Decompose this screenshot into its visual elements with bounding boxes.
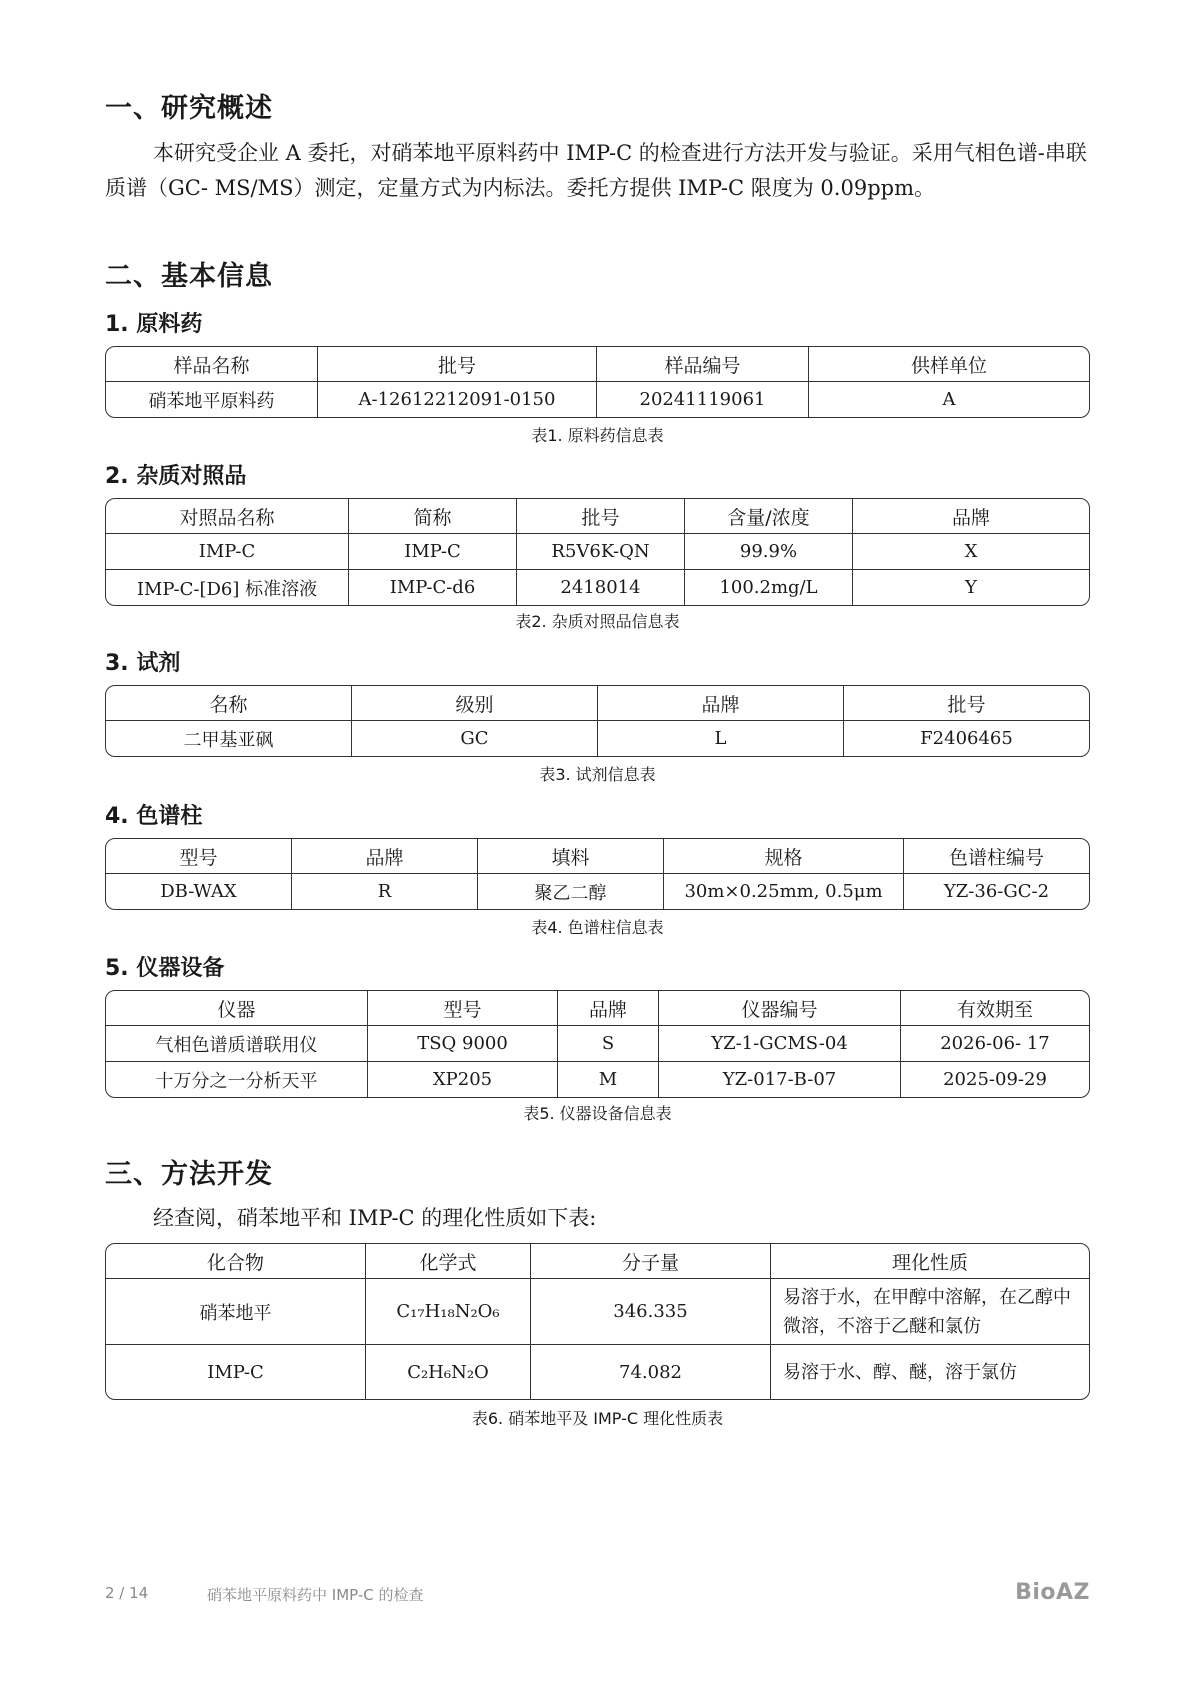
table-header-cell: 型号	[106, 839, 292, 874]
table-cell: XP205	[368, 1062, 558, 1097]
table-cell: TSQ 9000	[368, 1026, 558, 1062]
overview-text: 本研究受企业 A 委托，对硝苯地平原料药中 IMP-C 的检查进行方法开发与验证。采用气相色谱-串联质谱（GC- MS/MS）测定，定量方式为内标法。委托方提供 IMP-C 限度为 0.09ppm。	[105, 141, 1087, 200]
table-cell: C₁₇H₁₈N₂O₆	[366, 1279, 531, 1345]
table-cell: R	[292, 874, 478, 909]
table-cell: 聚乙二醇	[478, 874, 664, 909]
subheading-reagents: 3. 试剂	[105, 651, 181, 676]
table-cell: YZ-017-B-07	[659, 1062, 901, 1097]
table-header-row	[106, 347, 1089, 382]
table-row	[106, 874, 1089, 909]
table-cell: GC	[352, 721, 598, 756]
table-row	[106, 382, 1089, 417]
section-heading-overview: 一、研究概述	[105, 93, 273, 124]
table-caption: 表6. 硝苯地平及 IMP-C 理化性质表	[471, 1409, 724, 1428]
table-cell: IMP-C	[106, 1345, 366, 1399]
table-cell: F2406465	[920, 728, 1013, 749]
table-header-cell: 批号	[517, 499, 685, 534]
table-cell: 74.082	[531, 1345, 771, 1399]
table-caption: 表2. 杂质对照品信息表	[515, 612, 680, 631]
physicochemical-table	[105, 1243, 1090, 1400]
table-row	[106, 1279, 1089, 1345]
table-header-row	[106, 1244, 1089, 1279]
table-cell: 30m×0.25mm, 0.5μm	[664, 874, 904, 909]
table-header-cell: 分子量	[531, 1244, 771, 1279]
table-cell: 99.9%	[685, 534, 853, 570]
table-cell: 2026-06- 17	[901, 1026, 1089, 1062]
table-cell: 346.335	[531, 1279, 771, 1345]
table-row	[106, 1062, 1089, 1097]
table-header-cell: 仪器	[106, 991, 368, 1026]
table-cell: R5V6K-QN	[517, 534, 685, 570]
table-header-cell: 品牌	[598, 686, 844, 721]
table-header-cell: 批号	[318, 347, 597, 382]
table-cell: 十万分之一分析天平	[106, 1062, 368, 1097]
table-cell: 气相色谱质谱联用仪	[106, 1026, 368, 1062]
table-cell: 100.2mg/L	[685, 570, 853, 605]
table-row	[106, 570, 1089, 605]
table-header-cell: 填料	[478, 839, 664, 874]
instrument-table	[105, 990, 1090, 1098]
table-header-cell: 对照品名称	[106, 499, 349, 534]
table-header-cell: 样品编号	[597, 347, 809, 382]
table-header-cell: 化学式	[366, 1244, 531, 1279]
column-table	[105, 838, 1090, 910]
table-row	[106, 721, 1089, 756]
table-cell: 硝苯地平原料药	[106, 382, 318, 417]
table-header-cell: 品牌	[292, 839, 478, 874]
table-header-cell: 供样单位	[809, 347, 1089, 382]
table-cell: A	[942, 389, 956, 410]
overview-paragraph	[105, 136, 1090, 206]
table-header-row	[106, 686, 1089, 721]
table-cell: IMP-C	[106, 534, 349, 570]
table-cell: YZ-1-GCMS-04	[659, 1026, 901, 1062]
table-cell: X	[853, 534, 1089, 570]
table-cell: A-12612212091-0150	[318, 382, 597, 417]
table-cell: C₂H₆N₂O	[366, 1345, 531, 1399]
method-intro-text: 经查阅，硝苯地平和 IMP-C 的理化性质如下表:	[153, 1206, 597, 1230]
table-header-cell: 简称	[349, 499, 517, 534]
table-caption: 表4. 色谱柱信息表	[531, 918, 664, 937]
table-cell: 易溶于水，在甲醇中溶解，在乙醇中微溶，不溶于乙醚和氯仿	[771, 1279, 1089, 1345]
table-header-cell: 型号	[368, 991, 558, 1026]
table-cell: S	[558, 1026, 659, 1062]
table-header-cell: 品牌	[558, 991, 659, 1026]
table-cell: Y	[965, 577, 977, 598]
table-header-row	[106, 499, 1089, 534]
table-cell: 20241119061	[597, 382, 809, 417]
method-intro-paragraph	[105, 1201, 1090, 1236]
table-cell: 易溶于水、醇、醚，溶于氯仿	[783, 1361, 1017, 1383]
table-cell: IMP-C-d6	[349, 570, 517, 605]
brand-logo: BioAZ	[1015, 1580, 1090, 1605]
table-header-cell: 有效期至	[901, 991, 1089, 1026]
table-header-cell: 含量/浓度	[685, 499, 853, 534]
section-heading-basic-info: 二、基本信息	[105, 261, 273, 292]
table-cell: IMP-C	[349, 534, 517, 570]
table-header-row	[106, 839, 1089, 874]
table-header-cell: 批号	[844, 686, 1089, 721]
subheading-impurity-reference: 2. 杂质对照品	[105, 464, 247, 489]
table-cell: 二甲基亚砜	[106, 721, 352, 756]
table-header-cell: 仪器编号	[659, 991, 901, 1026]
table-header-cell: 品牌	[853, 499, 1089, 534]
page-number: 2 / 14	[105, 1584, 149, 1602]
table-header-cell: 化合物	[106, 1244, 366, 1279]
table-cell: YZ-36-GC-2	[943, 881, 1050, 902]
impurity-reference-table	[105, 498, 1090, 606]
table-cell: IMP-C-[D6] 标准溶液	[106, 570, 349, 605]
subheading-api: 1. 原料药	[105, 312, 203, 337]
table-cell: M	[558, 1062, 659, 1097]
table-row	[106, 534, 1089, 570]
table-caption: 表1. 原料药信息表	[531, 426, 664, 445]
section-heading-method-development: 三、方法开发	[105, 1159, 273, 1190]
reagent-table	[105, 685, 1090, 757]
page-footer	[105, 1580, 1090, 1608]
table-caption: 表3. 试剂信息表	[539, 765, 656, 784]
table-header-row	[106, 991, 1089, 1026]
table-caption: 表5. 仪器设备信息表	[523, 1104, 672, 1123]
table-header-cell: 样品名称	[106, 347, 318, 382]
table-header-cell: 色谱柱编号	[904, 839, 1089, 874]
subheading-instruments: 5. 仪器设备	[105, 956, 225, 981]
table-header-cell: 级别	[352, 686, 598, 721]
table-row	[106, 1026, 1089, 1062]
table-cell: DB-WAX	[106, 874, 292, 909]
table-header-cell: 理化性质	[771, 1244, 1089, 1279]
table-cell: L	[598, 721, 844, 756]
table-header-cell: 名称	[106, 686, 352, 721]
subheading-column: 4. 色谱柱	[105, 804, 203, 829]
api-info-table	[105, 346, 1090, 418]
table-row	[106, 1345, 1089, 1399]
table-cell: 2025-09-29	[943, 1069, 1047, 1090]
table-cell: 2418014	[517, 570, 685, 605]
footer-doc-title: 硝苯地平原料药中 IMP-C 的检查	[207, 1586, 424, 1604]
table-cell: 硝苯地平	[106, 1279, 366, 1345]
table-header-cell: 规格	[664, 839, 904, 874]
